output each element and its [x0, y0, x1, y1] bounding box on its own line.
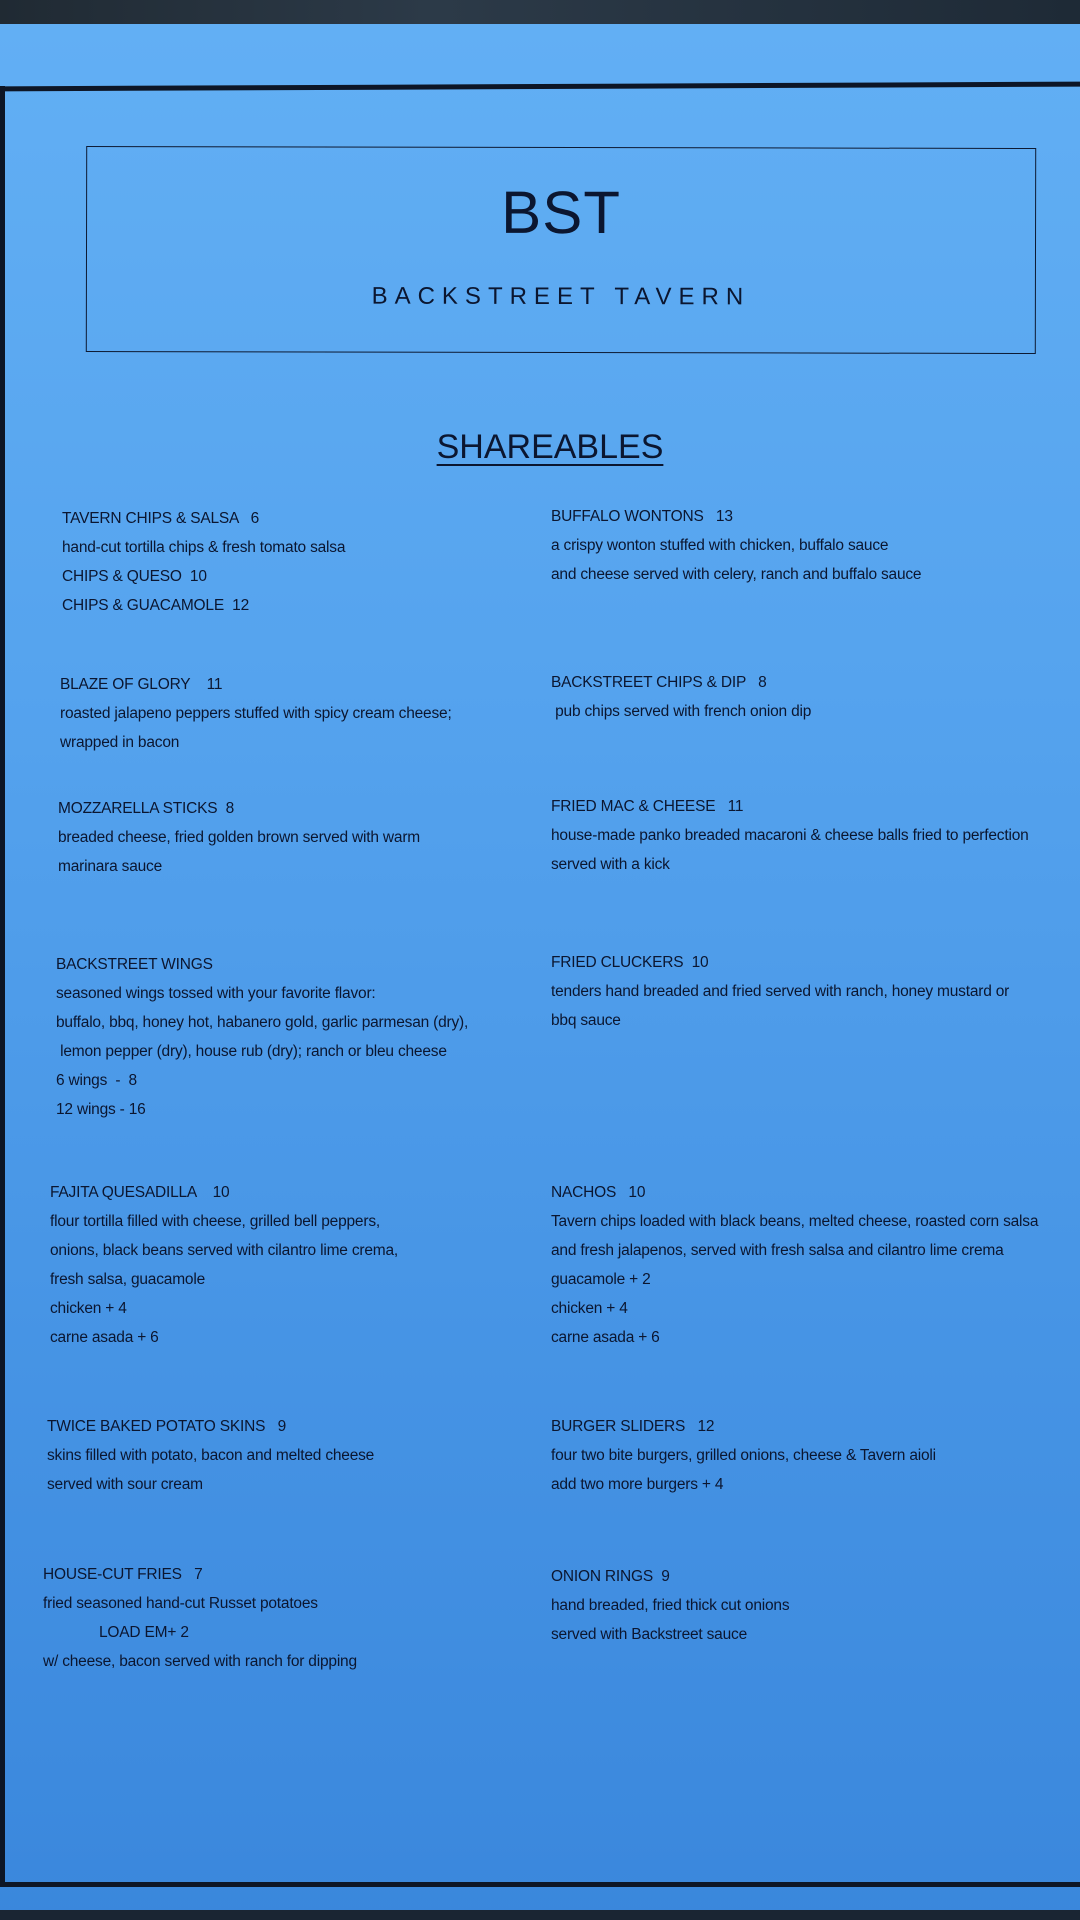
item-title: TWICE BAKED POTATO SKINS 9	[47, 1418, 287, 1435]
header-box	[86, 146, 1036, 354]
menu-item-right-5	[551, 1178, 1038, 1352]
item-description-line: and fresh jalapenos, served with fresh salsa and cilantro lime crema	[551, 1242, 1004, 1259]
menu-item-right-7	[551, 1562, 789, 1649]
menu-item-left-2	[60, 670, 452, 757]
item-title: BUFFALO WONTONS 13	[551, 508, 733, 525]
item-description-line: bbq sauce	[551, 1012, 621, 1029]
bottom-border-line	[0, 1882, 1080, 1887]
menu-item-left-6	[47, 1412, 374, 1499]
item-title: FRIED CLUCKERS 10	[551, 954, 709, 971]
menu-item-left-1	[62, 504, 345, 620]
item-description-line: served with sour cream	[47, 1476, 203, 1493]
item-title: BLAZE OF GLORY 11	[60, 676, 223, 693]
item-description-line: buffalo, bbq, honey hot, habanero gold, garlic parmesan (dry),	[56, 1014, 469, 1031]
item-description-line: carne asada + 6	[50, 1329, 159, 1346]
item-description-line: four two bite burgers, grilled onions, cheese & Tavern aioli	[551, 1447, 936, 1464]
item-description-line: CHIPS & GUACAMOLE 12	[62, 597, 250, 614]
item-description-line: LOAD EM+ 2	[99, 1624, 189, 1641]
item-description-line: skins filled with potato, bacon and melted cheese	[47, 1447, 375, 1464]
menu-item-left-4	[56, 950, 468, 1124]
item-title: BACKSTREET WINGS	[56, 956, 213, 973]
item-description-line: add two more burgers + 4	[551, 1476, 724, 1493]
item-description-line: fried seasoned hand-cut Russet potatoes	[43, 1595, 318, 1612]
item-description-line: onions, black beans served with cilantro lime crema,	[50, 1242, 398, 1259]
item-description-line: carne asada + 6	[551, 1329, 660, 1346]
item-description-line: w/ cheese, bacon served with ranch for dipping	[43, 1653, 357, 1670]
item-description-line: seasoned wings tossed with your favorite flavor:	[56, 985, 376, 1002]
top-border-line	[0, 82, 1080, 92]
logo-text: BST	[501, 178, 621, 247]
item-description-line: guacamole + 2	[551, 1271, 651, 1288]
item-description-line: chicken + 4	[50, 1300, 127, 1317]
item-title: FRIED MAC & CHEESE 11	[551, 798, 744, 815]
restaurant-name: BACKSTREET TAVERN	[371, 282, 751, 311]
menu-item-left-7	[43, 1560, 357, 1676]
menu-item-left-3	[58, 794, 420, 881]
item-title: BURGER SLIDERS 12	[551, 1418, 715, 1435]
item-description-line: chicken + 4	[551, 1300, 628, 1317]
item-title: HOUSE-CUT FRIES 7	[43, 1566, 203, 1583]
left-border-line	[0, 86, 5, 1886]
item-title: BACKSTREET CHIPS & DIP 8	[551, 674, 767, 691]
menu-item-right-4	[551, 948, 1009, 1035]
item-description-line: Tavern chips loaded with black beans, melted cheese, roasted corn salsa	[551, 1213, 1039, 1230]
background-table-bottom	[0, 1910, 1080, 1920]
item-description-line: 12 wings - 16	[56, 1101, 146, 1118]
section-title: SHAREABLES	[436, 428, 664, 466]
item-description-line: and cheese served with celery, ranch and buffalo sauce	[551, 566, 922, 583]
item-description-line: 6 wings - 8	[56, 1072, 137, 1089]
item-description-line: served with Backstreet sauce	[551, 1626, 747, 1643]
menu-item-right-3	[551, 792, 1029, 879]
item-description-line: tenders hand breaded and fried served with ranch, honey mustard or	[551, 983, 1010, 1000]
item-description-line: a crispy wonton stuffed with chicken, buffalo sauce	[551, 537, 889, 554]
item-description-line: pub chips served with french onion dip	[551, 703, 812, 720]
item-title: ONION RINGS 9	[551, 1568, 670, 1585]
menu-item-right-2	[551, 668, 811, 726]
menu-item-right-1	[551, 502, 921, 589]
item-description-line: roasted jalapeno peppers stuffed with spicy cream cheese;	[60, 705, 452, 722]
menu-item-right-6	[551, 1412, 936, 1499]
item-title: FAJITA QUESADILLA 10	[50, 1184, 230, 1201]
item-description-line: flour tortilla filled with cheese, grilled bell peppers,	[50, 1213, 380, 1230]
item-description-line: marinara sauce	[58, 858, 163, 875]
item-description-line: hand-cut tortilla chips & fresh tomato salsa	[62, 539, 346, 556]
item-description-line: fresh salsa, guacamole	[50, 1271, 205, 1288]
item-title: MOZZARELLA STICKS 8	[58, 800, 235, 817]
item-description-line: lemon pepper (dry), house rub (dry); ranch or bleu cheese	[56, 1043, 447, 1060]
item-title: TAVERN CHIPS & SALSA 6	[62, 510, 260, 527]
item-description-line: CHIPS & QUESO 10	[62, 568, 207, 585]
menu-item-left-5	[50, 1178, 398, 1352]
item-description-line: breaded cheese, fried golden brown served with warm	[58, 829, 421, 846]
item-description-line: served with a kick	[551, 856, 670, 873]
item-description-line: wrapped in bacon	[60, 734, 180, 751]
item-description-line: house-made panko breaded macaroni & cheese balls fried to perfection	[551, 827, 1029, 844]
item-description-line: hand breaded, fried thick cut onions	[551, 1597, 790, 1614]
item-title: NACHOS 10	[551, 1184, 646, 1201]
